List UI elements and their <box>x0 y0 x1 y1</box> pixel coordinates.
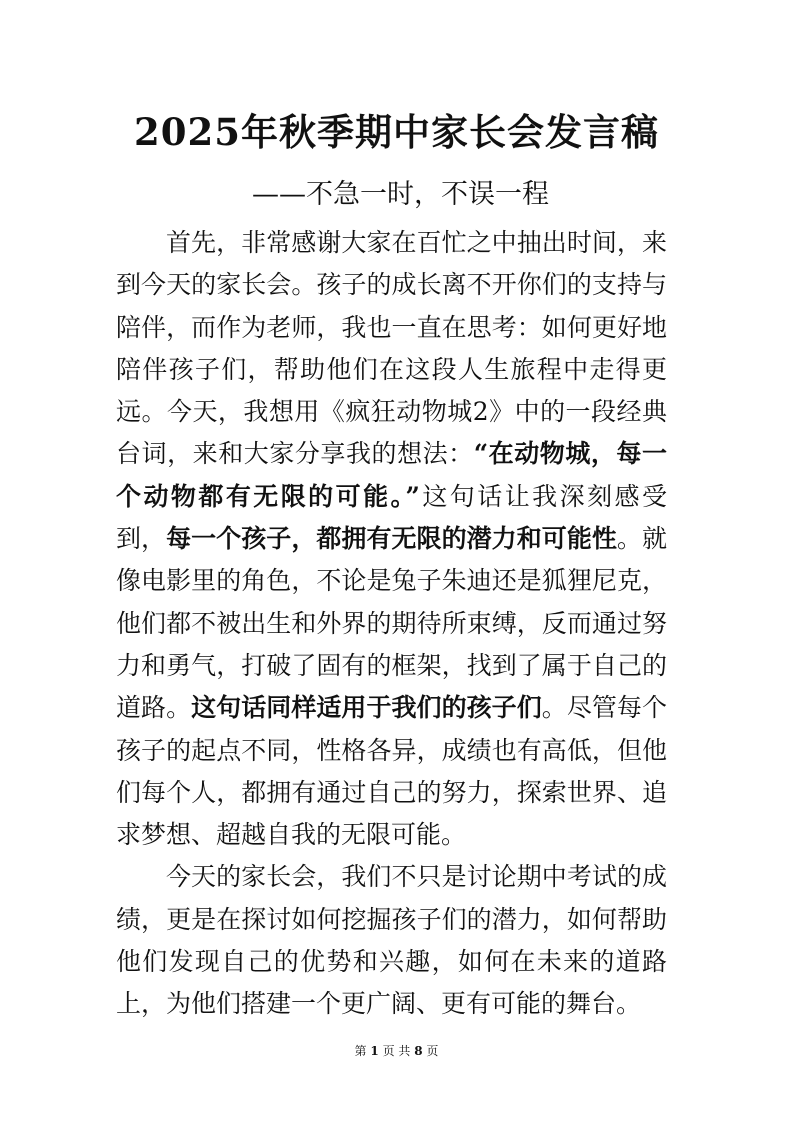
text-segment: 这句话让我深刻感受到， <box>116 481 667 554</box>
document-title: 2025年秋季期中家长会发言稿 <box>134 110 659 154</box>
page-number: 1 <box>370 1044 379 1058</box>
paragraph-1 <box>116 222 667 856</box>
total-pages: 8 <box>414 1044 423 1058</box>
document-subtitle: ——不急一时，不误一程 <box>252 179 549 210</box>
text-segment: 。尽管每个孩子的起点不同，性格各异，成绩也有高低，但他们每个人，都拥有通过自己的努力，探索世界、追求梦想、超越自我的无限可能。 <box>116 693 667 850</box>
text-segment: 今天的家长会，我们不只是讨论期中考试的成绩，更是在探讨如何挖掘孩子们的潜力，如何帮助他们发现自己的优势和兴趣，如何在未来的道路上，为他们搭建一个更广阔、更有可能的舞台。 <box>116 862 667 1019</box>
text-segment: 首先，非常感谢大家在百忙之中抽出时间，来到今天的家长会。孩子的成长离不开你们的支持与陪伴，而作为老师，我也一直在思考：如何更好地陪伴孩子们，帮助他们在这段人生旅程中走得更远。今天，我想用《疯狂动物城2》中的一段经典台词，来和大家分享我的想法： <box>116 228 667 469</box>
footer-text: 页 <box>426 1044 439 1058</box>
footer-text: 第 <box>354 1044 367 1058</box>
paragraph-2 <box>116 856 667 1025</box>
footer-text: 页 共 <box>382 1044 411 1058</box>
bold-statement: 每一个孩子，都拥有无限的潜力和可能性 <box>166 524 617 554</box>
document-body <box>116 222 667 1026</box>
bold-statement: 这句话同样适用于我们的孩子们 <box>191 693 542 723</box>
text-segment: 。就像电影里的角色，不论是兔子朱迪还是狐狸尼克，他们都不被出生和外界的期待所束缚，反而通过努力和勇气，打破了固有的框架，找到了属于自己的道路。 <box>116 524 667 723</box>
page-footer <box>0 1042 793 1059</box>
bold-quote: “在动物城，每一个动物都有无限的可能。” <box>116 439 667 511</box>
